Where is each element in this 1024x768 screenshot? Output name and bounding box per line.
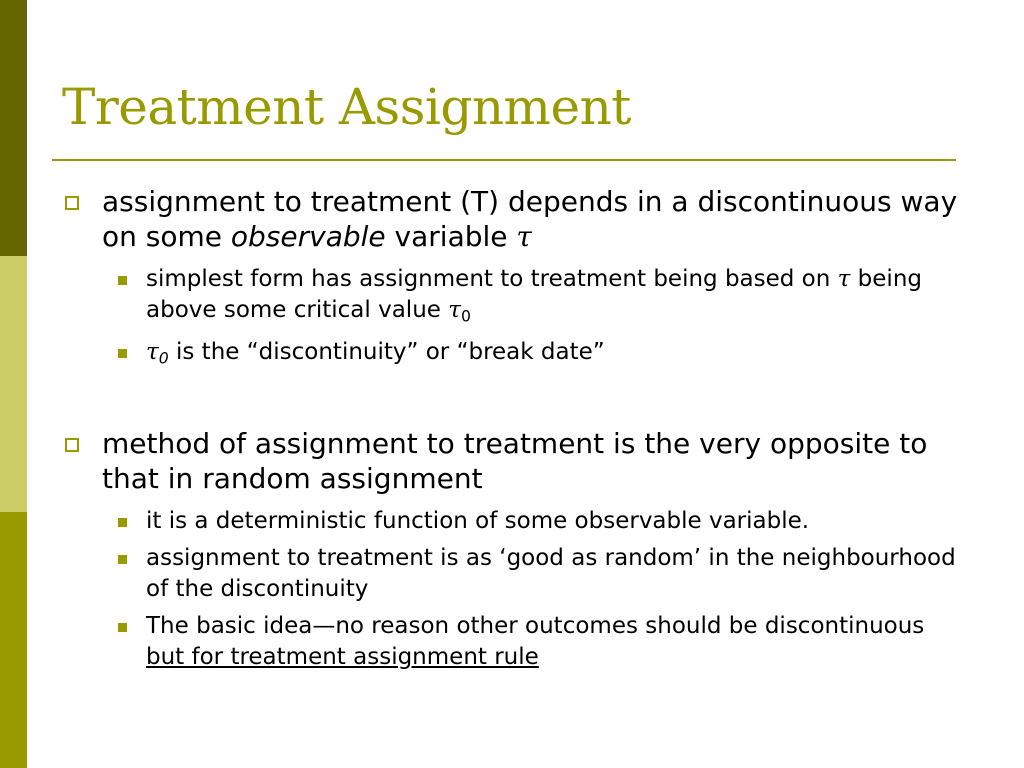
title-underline-rule	[52, 159, 956, 161]
sub-bullet-1-2	[102, 337, 962, 373]
bullet-1-text-a: assignment to treatment (T) depends in a discontinuous way on some	[102, 185, 958, 253]
hollow-square-bullet-icon	[65, 196, 79, 210]
bullet-list	[62, 184, 962, 679]
bullet-1-emphasis: observable	[230, 220, 386, 253]
sub-bullet-2-1-text: it is a deterministic function of some observable variable.	[146, 507, 810, 534]
sub-bullet-2-3-text: The basic idea—no reason other outcomes should be discontinuous	[146, 612, 925, 639]
sub-bullet-list-1	[102, 264, 962, 374]
side-bar-light-segment	[0, 256, 27, 512]
sub-bullet-2-2	[102, 543, 962, 605]
tau-symbol: τ	[146, 339, 159, 366]
hollow-square-bullet-icon	[65, 438, 79, 452]
slide-title: Treatment Assignment	[62, 78, 631, 136]
sub-bullet-1-1-text-a: simplest form has assignment to treatment being based on	[146, 266, 838, 292]
filled-square-bullet-icon	[118, 518, 127, 527]
tau-subscript: 0	[460, 306, 471, 326]
side-bar-olive-segment	[0, 512, 27, 768]
bullet-2-text: method of assignment to treatment is the very opposite to that in random assignment	[102, 426, 928, 495]
tau-symbol: τ	[837, 266, 851, 292]
sub-bullet-2-3	[102, 611, 962, 673]
filled-square-bullet-icon	[118, 555, 127, 564]
bullet-1-text-b: variable	[385, 220, 517, 253]
side-bar-dark-segment	[0, 0, 27, 256]
bullet-item-1	[62, 184, 962, 374]
sub-bullet-1-1	[102, 264, 962, 331]
filled-square-bullet-icon	[118, 623, 127, 632]
sub-bullet-list-2	[102, 506, 962, 673]
tau-subscript: 0	[158, 348, 169, 368]
bullet-item-2	[62, 426, 962, 673]
tau-symbol: τ	[448, 297, 461, 323]
underlined-phrase: but for treatment assignment rule	[146, 643, 539, 670]
tau-symbol: τ	[516, 220, 532, 253]
sub-bullet-1-1-text-b: being above some critical value	[146, 266, 923, 323]
sub-bullet-1-2-text: is the “discontinuity” or “break date”	[168, 339, 605, 366]
filled-square-bullet-icon	[118, 349, 127, 358]
sub-bullet-2-1	[102, 506, 962, 537]
filled-square-bullet-icon	[118, 276, 127, 285]
sub-bullet-2-2-text: assignment to treatment is as ‘good as random’ in the neighbourhood of the discontinuity	[146, 544, 956, 602]
